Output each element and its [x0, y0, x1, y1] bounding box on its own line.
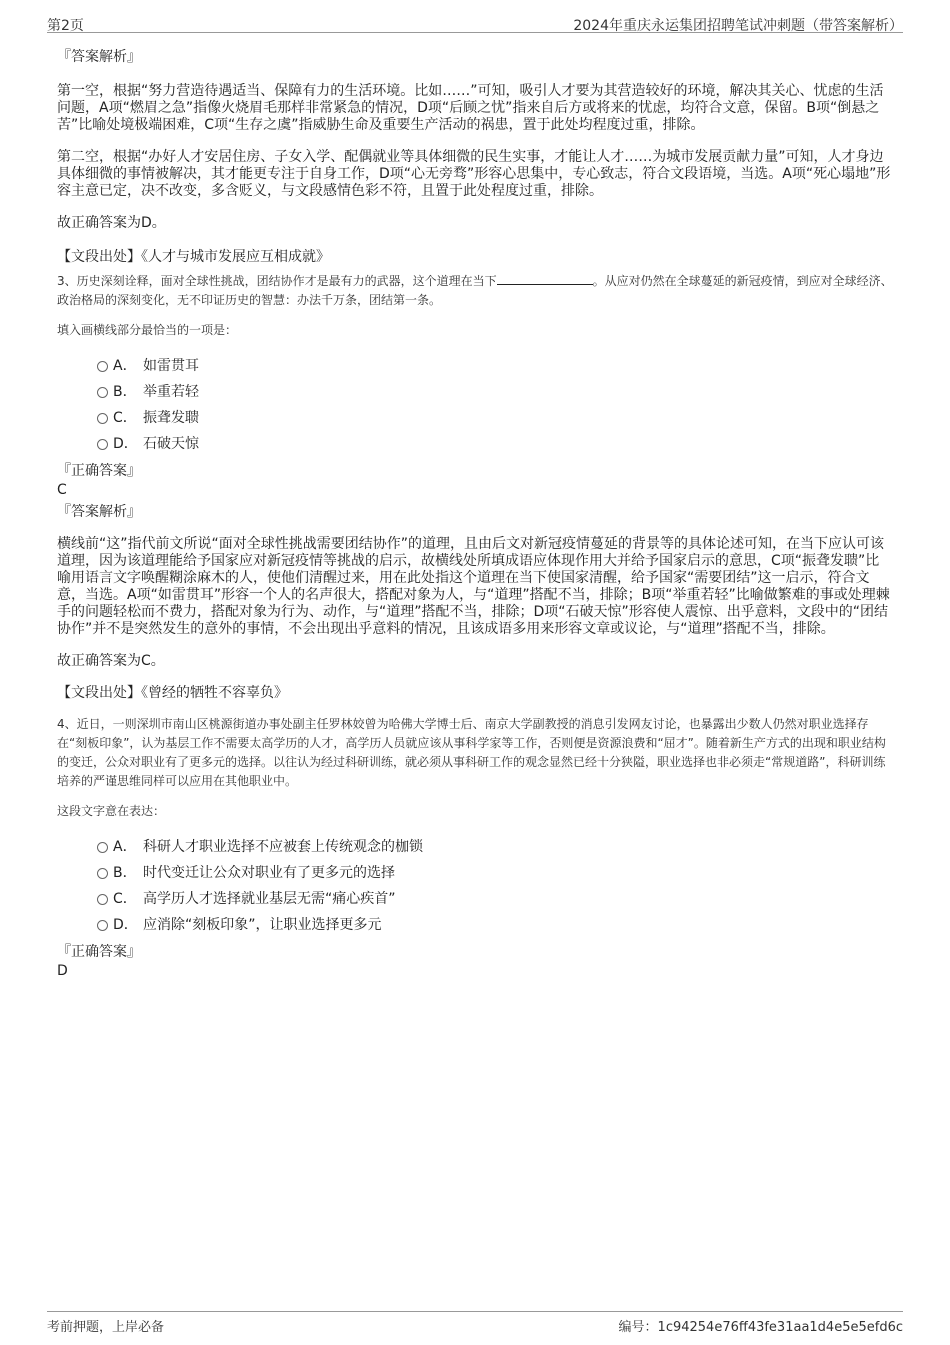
radio-icon[interactable]	[97, 387, 108, 398]
option-c[interactable]: C． 高学历人才选择就业基层无需“痛心疾首”	[57, 886, 893, 912]
option-c[interactable]: C． 振聋发聩	[57, 405, 893, 431]
radio-icon[interactable]	[97, 894, 108, 905]
analysis-paragraph: 第一空，根据“努力营造待遇适当、保障有力的生活环境。比如……”可知，吸引人才要为其营造较好的环境，解决其关心、忧虑的生活问题，A项“燃眉之急”指像火烧眉毛那样非常紧急的情况，D项“后顾之忧”指来自后方或将来的忧虑，均符合文意，保留。B项“倒悬之苦”比喻处境极端困难，C项“生存之虞”指威胁生命及重要生产活动的祸患，置于此处均程度过重，排除。	[57, 83, 884, 133]
page-number: 第2页	[47, 18, 84, 34]
source-citation: 【文段出处】《人才与城市发展应互相成就》	[57, 249, 330, 265]
analysis-paragraph: 横线前“这”指代前文所说“面对全球性挑战需要团结协作”的道理，且由后文对新冠疫情蔓延的背景等的具体论述可知，在当下应认可该道理，因为该道理能给予国家应对新冠疫情等挑战的启示，故横线处所填成语应体现作用大并给予国家启示的意思，C项“振聋发聩”比喻用语言文字唤醒糊涂麻木的人，使他们清醒过来，用在此处指这个道理在当下使国家清醒，给予国家“需要团结”这一启示，符合文意，当选。A项“如雷贯耳”形容一个人的名声很大，搭配对象为人，与“道理”搭配不当，排除；B项“举重若轻”比喻做繁难的事或处理棘手的问题轻松而不费力，搭配对象为行为、动作，与“道理”搭配不当，排除；D项“石破天惊”形容使人震惊、出乎意料，文段中的“团结协作”并不是突然发生的意外的事情，不会出现出乎意料的情况，且该成语多用来形容文章或议论，与“道理”搭配不当，排除。	[57, 536, 890, 637]
radio-icon[interactable]	[97, 439, 108, 450]
document-id: 编号：1c94254e76ff43fe31aa1d4e5e5efd6c	[618, 1320, 903, 1335]
source-citation: 【文段出处】《曾经的牺牲不容辜负》	[57, 685, 288, 701]
footer-slogan: 考前押题，上岸必备	[47, 1320, 165, 1335]
radio-icon[interactable]	[97, 413, 108, 424]
radio-icon[interactable]	[97, 920, 108, 931]
conclusion: 故正确答案为C。	[57, 653, 165, 669]
analysis-label: 『答案解析』	[57, 504, 141, 520]
page-header	[47, 12, 903, 33]
document-title: 2024年重庆永运集团招聘笔试冲刺题（带答案解析）	[573, 18, 903, 34]
option-b[interactable]: B． 时代变迁让公众对职业有了更多元的选择	[57, 860, 893, 886]
correct-answer-label: 『正确答案』	[57, 463, 141, 479]
question-3-stem: 3、历史深刻诠释，面对全球性挑战，团结协作才是最有力的武器，这个道理在当下 。从应对仍然在全球蔓延的新冠疫情，到应对全球经济、政治格局的深刻变化，无不印证历史的智慧：办法千万条，团结第一条。	[57, 274, 893, 307]
radio-icon[interactable]	[97, 361, 108, 372]
analysis-label: 『答案解析』	[57, 49, 141, 65]
correct-answer: C	[57, 482, 67, 498]
conclusion: 故正确答案为D。	[57, 215, 166, 231]
question-4-prompt: 这段文字意在表达：	[57, 804, 166, 818]
page-footer	[47, 1311, 903, 1342]
correct-answer: D	[57, 963, 68, 979]
fill-blank	[497, 272, 593, 285]
option-a[interactable]: A． 科研人才职业选择不应被套上传统观念的枷锁	[57, 834, 893, 860]
option-d[interactable]: D． 石破天惊	[57, 431, 893, 457]
question-4-options	[57, 834, 893, 938]
option-d[interactable]: D． 应消除“刻板印象”，让职业选择更多元	[57, 912, 893, 938]
option-a[interactable]: A． 如雷贯耳	[57, 353, 893, 379]
question-4-stem: 4、近日，一则深圳市南山区桃源街道办事处副主任罗林姣曾为哈佛大学博士后、南京大学副教授的消息引发网友讨论，也暴露出少数人仍然对职业选择存在“刻板印象”，认为基层工作不需要太高学历的人才，高学历人员就应该从事科学家等工作，否则便是资源浪费和“屈才”。随着新生产方式的出现和职业结构的变迁，公众对职业有了更多元的选择。以往认为经过科研训练，就必须从事科研工作的观念显然已经十分狭隘，职业选择也非必须走“常规道路”，科研训练培养的严谨思维同样可以应用在其他职业中。	[57, 717, 886, 788]
option-b[interactable]: B． 举重若轻	[57, 379, 893, 405]
question-3-prompt: 填入画横线部分最恰当的一项是：	[57, 323, 238, 337]
radio-icon[interactable]	[97, 842, 108, 853]
page-content	[57, 46, 893, 979]
radio-icon[interactable]	[97, 868, 108, 879]
analysis-paragraph: 第二空，根据“办好人才安居住房、子女入学、配偶就业等具体细微的民生实事，才能让人才……为城市发展贡献力量”可知，人才身边具体细微的事情被解决，其才能更专注于自身工作，D项“心无旁骛”形容心思集中，专心致志，符合文段语境，当选。A项“死心塌地”形容主意已定，决不改变，多含贬义，与文段感情色彩不符，且置于此处程度过重，排除。	[57, 149, 891, 199]
question-3-options	[57, 353, 893, 457]
correct-answer-label: 『正确答案』	[57, 944, 141, 960]
